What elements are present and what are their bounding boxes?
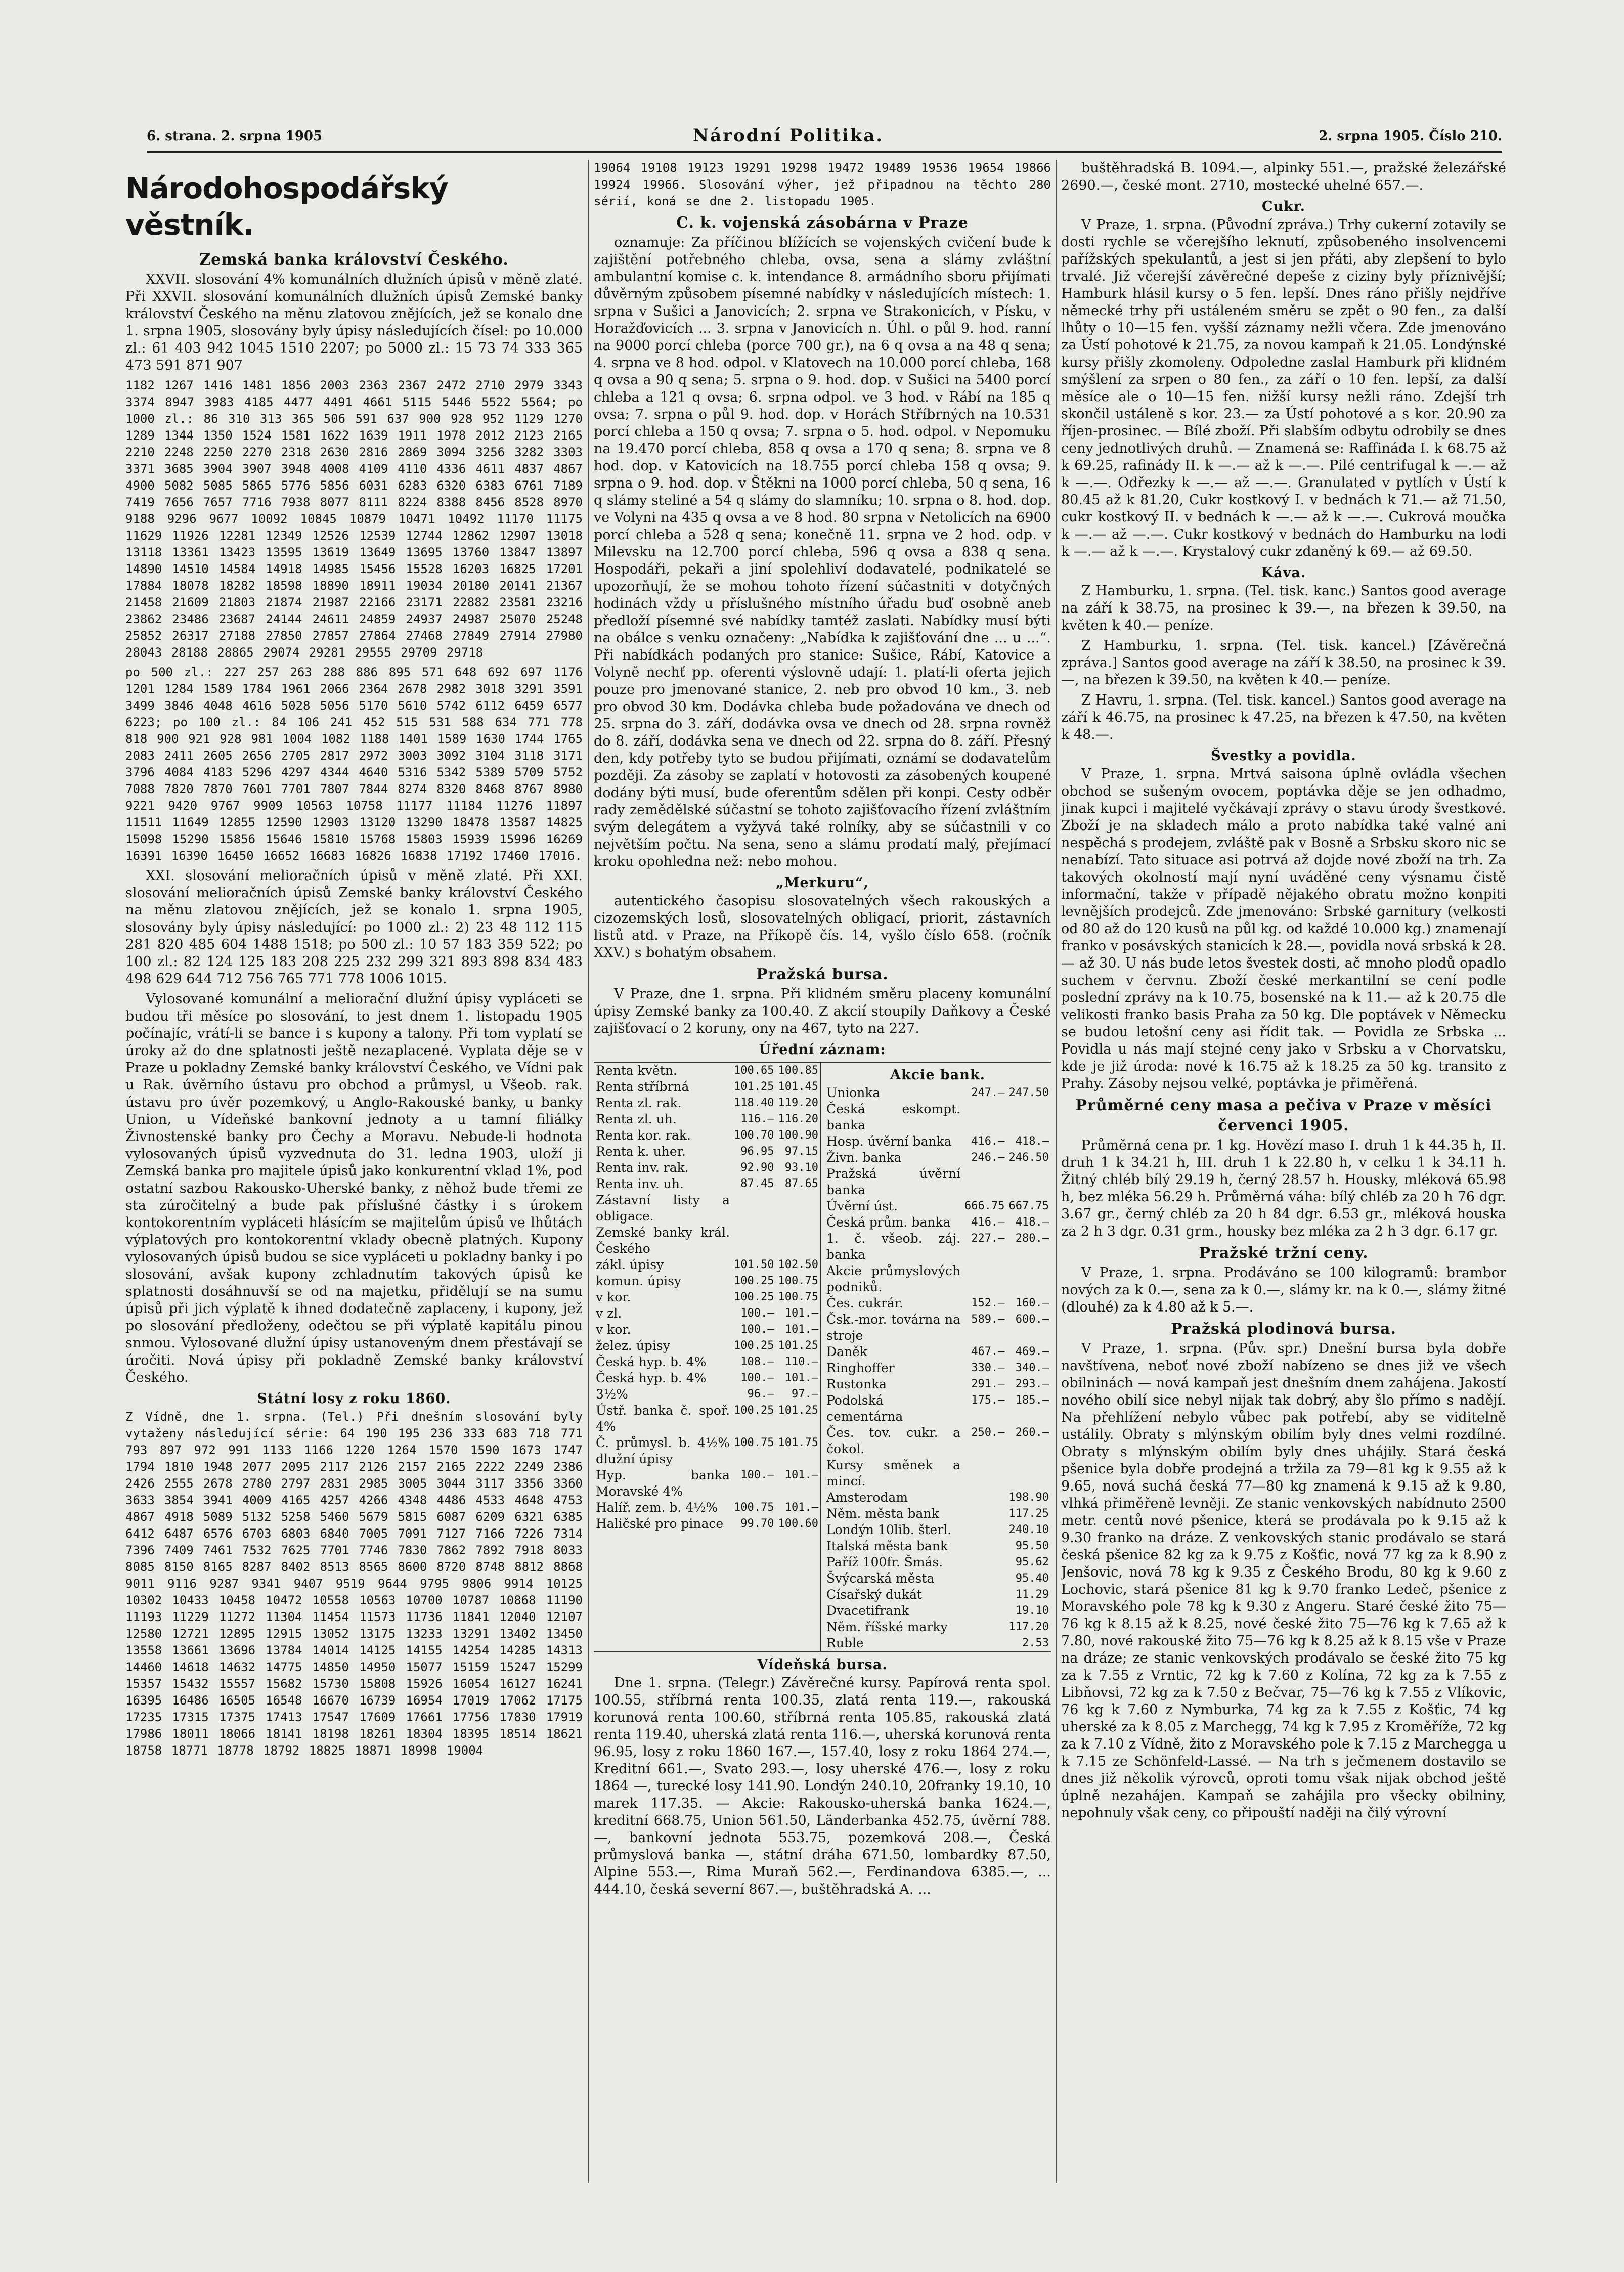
article-paragraph: V Praze, 1. srpna. Mrtvá saisona úplně ovládla všechen obchod se sušeným ovocem, poptávka děje se jen odhadmo, jinak kupci i majitelé vyčkávají zprávy o stavu úrody švestkové. Zboží je na skladech málo a proto nabídka také valné ani nespěchá s prodejem, zvláště pak v Bosně a Srbsku skoro nic se nenabízí. Tato situace asi potrvá až dojde nové zboží na trh. Za takových okolností mají nyní uváděné ceny výsnamu čistě informační, takže v případě nějakého obratu možno konpiti levnějších prodejců. Zde jmenováno: Srbské garnitury (velkosti od 80 až do 120 kusů na půl kg. od každé 10.000 kg.) znamenají franko v posávských stanicích k 28.—, povidla nová srbská k 28.— až 30. U nás bude letos švestek dosti, ač mnoho plodů opadlo suchem v červnu. Zboží české merkantilní se cení podle poslední zprávy na k 10.75, bosenské na k 11.— až k 20.75 dle velikosti franko basis Praha za 50 kg. Dle poptávek v Německu se budou letošní ceny asi řídit tak. — Povidla ze Srbska ... Povidla u nás mají stejné ceny jako v Srbsku a v Chorvatsku, kde je již úroda: nové k 16.75 až k 18.25 za 50 kg. transito z Prahy. Zásoby nejsou velké, poptávka je přiměřená. bbox=[1061, 766, 1506, 1091]
article-paragraph: Vylosované komunální a meliorační dlužní úpisy vypláceti se budou tři měsíce po slosování, to jest dnem 1. listopadu 1905 počínajíc, vrátí-li se bance i s kupony a talony. Při tom vyplatí se úroky až do dne splatnosti ještě nezaplacené. Vyplata děje se v Praze u pokladny Zemské banky království Českého, ve Vídni pak u Rak. úvěrního ústavu pro obchod a průmysl, u Všeob. rak. ústavu pro úvěr pozemkový, u Anglo-Rakouské banky, u banky Union, u Vídeňské bankovní jednoty a u tamní filiálky Živnostenské banky pro Čechy a Moravu. Nebude-li hodnota vylosovaných úpisů vyzvednuta do 31. ledna 1903, uloží ji Zemská banka pro majitele úpisů jako konkurentní vklad 1%, pod ostatní sazbou Rakousko-Uherské banky, z něhož bude třemi ze sta zúročitelný a bude pak příslušné částky i s úrokem kontokorentním vypláceti hlásícím se majitelům úpisů ve lhůtách výplatových pro kontokorentní vklady obecně platných. Kupony vylosovaných úpisů budou se sice vypláceti u pokladny banky i po slosování, avšak kupony zchladnutím takových úpisů ke splatnosti dosáhnuvší se od na majetku, přidělují se na sumu úpisů při jich výplatě k ihned dodatečně zaplaceny, i kupony, jež po slosování předloženy, odečtou se při výplatě kapitálu pinou snmou. Vylosované dlužní úpisy ustanoveným dnem přestávají se úročiti. Nová úpisy při pokladně Zemské banky království Českého. bbox=[125, 991, 583, 1385]
security-name: komun. úpisy bbox=[596, 1274, 682, 1288]
table-row bbox=[824, 1085, 1051, 1101]
table-row bbox=[594, 1289, 820, 1305]
price-cell: 101.— bbox=[784, 1323, 818, 1336]
table-row bbox=[594, 1305, 820, 1322]
security-name: Halíř. zem. b. 4½% bbox=[596, 1500, 718, 1515]
stock-table-right bbox=[824, 1063, 1051, 1651]
price-cell: 100.75 bbox=[778, 1275, 818, 1287]
table-row bbox=[824, 1635, 1051, 1651]
price-cell: 100.— bbox=[740, 1469, 774, 1481]
table-row bbox=[824, 1570, 1051, 1587]
price-cell: 118.40 bbox=[734, 1097, 774, 1109]
security-name: Unionka bbox=[826, 1085, 881, 1100]
price-cell: 589.— bbox=[971, 1313, 1005, 1326]
table-row bbox=[824, 1522, 1051, 1538]
price-cell bbox=[962, 1263, 1006, 1295]
price-cell: 185.— bbox=[1015, 1394, 1049, 1407]
column-2 bbox=[594, 160, 1051, 2203]
price-cell: 260.— bbox=[1015, 1426, 1049, 1439]
price-cell: 101.— bbox=[784, 1307, 818, 1320]
price-cell: 152.— bbox=[971, 1297, 1005, 1309]
security-name: Ústř. banka č. spoř. 4% bbox=[596, 1403, 730, 1434]
security-name: Zástavní listy a obligace. bbox=[596, 1193, 730, 1224]
table-row bbox=[824, 1344, 1051, 1360]
security-name: Renta kor. rak. bbox=[596, 1128, 691, 1143]
price-cell: 101.25 bbox=[778, 1339, 818, 1352]
price-cell: 340.— bbox=[1015, 1362, 1049, 1374]
price-cell bbox=[962, 1635, 1006, 1651]
table-row bbox=[824, 1392, 1051, 1425]
price-cell bbox=[1007, 1263, 1051, 1295]
price-cell: 100.85 bbox=[778, 1064, 818, 1077]
column-1 bbox=[125, 160, 583, 2203]
masthead: Národní Politika. bbox=[693, 125, 884, 146]
price-cell: 175.— bbox=[971, 1394, 1005, 1407]
security-name: Švýcarská města bbox=[826, 1571, 935, 1586]
table-row bbox=[594, 1435, 820, 1467]
security-name: Daněk bbox=[826, 1344, 867, 1359]
price-cell: 100.90 bbox=[778, 1129, 818, 1142]
article-heading: Průměrné ceny masa a pečiva v Praze v měsíci červenci 1905. bbox=[1075, 1097, 1492, 1134]
security-name: Čes. tov. cukr. a čokol. bbox=[826, 1425, 961, 1456]
security-name: Amsterodam bbox=[826, 1490, 908, 1505]
price-cell: 666.75 bbox=[964, 1200, 1005, 1212]
price-cell: 418.— bbox=[1015, 1216, 1049, 1229]
article-paragraph: XXI. slosování melioračních úpisů v měně zlaté. Při XXI. slosování melioračních úpisů Zemské banky království Českého na měnu zlatovou znějících, jež se konalo 1. srpna 1905, slosovány byly úpisy následující: po 1000 zl.: 2) 23 48 112 115 281 820 485 604 1488 1518; po 500 zl.: 10 57 183 359 522; po 100 zl.: 82 124 125 183 208 225 232 299 321 893 898 834 483 498 629 644 712 756 765 771 778 1006 1015. bbox=[125, 868, 583, 987]
price-cell: 116.— bbox=[740, 1113, 774, 1125]
security-name: Paříž 100fr. Šmás. bbox=[826, 1555, 943, 1569]
table-row bbox=[594, 1079, 820, 1095]
price-cell: 667.75 bbox=[1008, 1200, 1049, 1212]
price-cell: 97.— bbox=[792, 1388, 818, 1401]
price-cell bbox=[962, 1619, 1006, 1635]
security-name: Renta zl. rak. bbox=[596, 1096, 682, 1110]
price-cell bbox=[1007, 1101, 1051, 1133]
table-row bbox=[824, 1538, 1051, 1554]
price-cell: 101.50 bbox=[734, 1258, 774, 1271]
price-cell: 100.— bbox=[740, 1372, 774, 1384]
article-heading: Státní losy z roku 1860. bbox=[257, 1391, 451, 1407]
price-cell: 247.50 bbox=[1008, 1086, 1049, 1099]
number-list: po 500 zl.: 227 257 263 288 886 895 571 648 692 697 1176 1201 1284 1589 1784 1961 2066 2364 2678 2982 3018 3291 3591 3499 3846 4048 4616 5028 5056 5170 5610 5742 6112 6459 6577 6223; po 100 zl.: 84 106 241 452 515 531 588 634 771 778 818 900 921 928 981 1004 1082 1188 1401 1589 1630 1744 1765 2083 2411 2605 2656 2705 2817 2972 3003 3092 3104 3118 3171 3796 4084 4183 5296 4297 4344 4640 5316 5342 5389 5709 5752 7088 7820 7870 7601 7701 7807 7844 8274 8320 8468 8767 8980 9221 9420 9767 9909 10563 10758 11177 11184 11276 11897 11511 11649 12855 12590 12903 13120 13290 18478 13587 14825 15098 15290 15856 15646 15810 15768 15803 15939 15996 16269 16391 16390 16450 16652 16683 16826 16838 17192 17460 17016. bbox=[125, 665, 583, 863]
table-row bbox=[594, 1257, 820, 1273]
table-row bbox=[824, 1619, 1051, 1635]
price-cell: 92.90 bbox=[740, 1161, 774, 1174]
article-heading: Pražská bursa. bbox=[756, 966, 889, 983]
price-cell: 95.50 bbox=[1015, 1540, 1049, 1552]
security-name: Dvacetifrank bbox=[826, 1603, 909, 1618]
security-name: Renta k. uher. bbox=[596, 1144, 686, 1159]
table-row bbox=[824, 1490, 1051, 1506]
price-cell: 117.25 bbox=[1008, 1507, 1049, 1520]
security-name: želez. úpisy bbox=[596, 1338, 670, 1353]
price-cell: 100.75 bbox=[734, 1436, 774, 1449]
price-cell: 95.40 bbox=[1015, 1572, 1049, 1585]
table-row bbox=[594, 1516, 820, 1532]
price-cell: 467.— bbox=[971, 1345, 1005, 1358]
table-row bbox=[824, 1312, 1051, 1344]
price-cell: 100.25 bbox=[734, 1404, 774, 1417]
table-row bbox=[594, 1095, 820, 1111]
security-name: Ruble bbox=[826, 1636, 864, 1650]
table-row bbox=[824, 1603, 1051, 1619]
price-cell bbox=[962, 1554, 1006, 1570]
price-cell: 100.25 bbox=[734, 1291, 774, 1303]
security-name: Hosp. úvěrní banka bbox=[826, 1134, 952, 1149]
price-cell: 100.70 bbox=[734, 1129, 774, 1142]
table-row bbox=[824, 1506, 1051, 1522]
security-name: Haličské pro pinace bbox=[596, 1516, 724, 1531]
number-list: 19064 19108 19123 19291 19298 19472 19489 19536 19654 19866 19924 19966. Slosování výher, jež připadnou na těchto 280 sérií, koná se dne 2. listopadu 1905. bbox=[594, 161, 1051, 208]
header-left: 6. strana. 2. srpna 1905 bbox=[147, 128, 323, 144]
security-name: Renta inv. uh. bbox=[596, 1176, 684, 1191]
table-row bbox=[824, 1231, 1051, 1263]
price-cell: 116.20 bbox=[778, 1113, 818, 1125]
price-cell: 87.65 bbox=[784, 1177, 818, 1190]
price-cell: 110.— bbox=[784, 1356, 818, 1368]
price-cell: 100.25 bbox=[734, 1339, 774, 1352]
security-name: Renta inv. rak. bbox=[596, 1160, 689, 1175]
price-cell: 160.— bbox=[1015, 1297, 1049, 1309]
table-row bbox=[824, 1360, 1051, 1376]
price-cell: 117.20 bbox=[1008, 1621, 1049, 1633]
table-row bbox=[594, 1063, 820, 1079]
price-cell bbox=[732, 1225, 776, 1257]
price-cell: 95.62 bbox=[1015, 1556, 1049, 1568]
security-name: Něm. města bank bbox=[826, 1506, 939, 1521]
article-paragraph: buštěhradská B. 1094.—, alpinky 551.—, pražské železářské 2690.—, české mont. 2710, mostecké uhelné 657.—. bbox=[1061, 160, 1506, 193]
security-name: Kursy směnek a mincí. bbox=[826, 1458, 961, 1489]
header-rule bbox=[147, 151, 1502, 153]
table-row bbox=[824, 1166, 1051, 1198]
security-name: Renta květn. bbox=[596, 1063, 677, 1078]
security-name: Londýn 10lib. šterl. bbox=[826, 1522, 952, 1537]
price-cell bbox=[1007, 1457, 1051, 1490]
security-name: Česká prům. banka bbox=[826, 1215, 951, 1230]
price-cell: 291.— bbox=[971, 1378, 1005, 1390]
price-cell: 246.50 bbox=[1008, 1151, 1049, 1164]
security-name: v zl. bbox=[596, 1306, 622, 1321]
security-name: 3½% bbox=[596, 1387, 628, 1402]
table-row bbox=[824, 1554, 1051, 1570]
article-paragraph: V Praze, dne 1. srpna. Při klidném směru placeny komunální úpisy Zemské banky za 100.40. Z akcií stoupily Daňkovy a České zajišťovací o 2 koruny, ony na 467, tyto na 227. bbox=[594, 986, 1051, 1036]
price-cell: 96.— bbox=[747, 1388, 774, 1401]
price-cell: 280.— bbox=[1015, 1232, 1049, 1245]
article-paragraph: Průměrná cena pr. 1 kg. Hovězí maso I. druh 1 k 44.35 h, II. druh 1 k 34.21 h, III. druh 1 k 22.80 h, v celku 1 k 34.11 h. Žitný chléb bílý 29.19 h, černý 28.57 h. Housky, mléková 65.98 h, bez mléka 56.29 h. Průměrná váha: bílý chléb za 20 h 76 dgr. 3.67 gr., černý chléb za 20 h 84 dgr. 6.53 gr., mléková houska za 2 h 3 dgr. 0.31 grm., housky bez mléka za 2 h 3 dgr. 6.17 gr. bbox=[1061, 1138, 1506, 1239]
column-separator bbox=[1056, 160, 1057, 2183]
price-cell: 416.— bbox=[971, 1216, 1005, 1229]
price-cell: 198.90 bbox=[1008, 1491, 1049, 1504]
price-cell: 96.95 bbox=[740, 1145, 774, 1158]
price-cell: 119.20 bbox=[778, 1097, 818, 1109]
table-row bbox=[594, 1273, 820, 1289]
price-cell bbox=[1007, 1166, 1051, 1198]
price-cell: 101.25 bbox=[778, 1404, 818, 1417]
security-name: Hyp. banka Moravské 4% bbox=[596, 1468, 730, 1499]
article-paragraph: Z Hamburku, 1. srpna. (Tel. tisk. kanc.) Santos good average na září k 38.75, na prosinec k 39.—, na březen k 39.50, na květen k 40.— peníze. bbox=[1061, 583, 1506, 633]
price-cell bbox=[962, 1570, 1006, 1587]
price-cell bbox=[962, 1538, 1006, 1554]
price-cell bbox=[962, 1506, 1006, 1522]
security-name: Italská města bank bbox=[826, 1539, 948, 1553]
article-paragraph: V Praze, 1. srpna. (Pův. spr.) Dnešní bursa byla dobře navštívena, neboť nové zboží nabízeno se dnes již ve všech obilninách — nová kampaň jest dnešním dnem zahájena. Jakostí nového obilí sice nebyl nijak tak dobrý, aby šlo přímo s nadějí. Na přehlížení nebylo vůbec pak potřebí, aby se viditelně ustálily. Obraty s mlýnským obilím byly dnes velmi rozdílné. Obraty s mlýnským obilím byly dnes uhájily. Stará česká pšenice byla dobře prodejná a tržila za 79—81 kg k 9.55 až k 9.65, nová suchá česká 77—80 kg znamená k 9.15 až k 9.80, vlhká přiměřeně levněji. Ze stanic venkovských nabídnuto 2500 metr. centů nové pšenice, která se prodávala po k 9.15 až k 9.30 franko na dráze. Z venkovských stanic prodávalo se stará česká pšenice 82 kg za k 9.75 z Košťic, nová 77 kg za k 8.90 z Jenšovic, nová 78 kg k 9.35 z Českého Brodu, 80 kg k 9.60 z Lochovic, stará pšenice 81 kg k 9.70 franko Ledeč, pšenice z Moravského pole 78 kg k 9.30 z Angeru. Staré české žito 75—76 kg k 8.15 až k 8.25, nové české žito 75—76 kg k 7.65 až k 7.80, nové rakouské žito 75—76 kg k 8.25 až k 8.15 vše v Praze na dráze; ze stanic venkovských prodávalo se české žito 75 kg za k 7.55 z Vrntic, 72 kg k 7.60 z Kolína, 72 kg za k 7.55 z Libňovsi, 72 kg za k 7.50 z Bečvar, 75—76 kg k 7.55 z Vlíkovic, 76 kg k 7.60 z Nymburka, 74 kg za k 7.55 z Košťic, 74 kg uherské za k 8.05 z Marchegg, 74 kg k 7.95 z Kroměříže, 72 kg za k 7.10 z Vídně, žito z Moravského pole k 7.15 z Marchegga u k 7.15 ze Schönfeld-Lassé. — Na trh s ječmenem dostavilo se dnes již několik výrovců, oproti tomu však nijak obchod ještě úplně nezahájen. Kampaň se zahájila pro všecky obilniny, nepohnuly však ceny, co připouští naději na čilý výrovní bbox=[1061, 1341, 1506, 1821]
security-name: Renta zl. uh. bbox=[596, 1112, 677, 1126]
table-row bbox=[594, 1144, 820, 1160]
price-cell: 416.— bbox=[971, 1135, 1005, 1148]
article-paragraph: Z Havru, 1. srpna. (Tel. tisk. kancel.) Santos good average na září k 46.75, na prosinec k 47.25, na březen k 47.50, na květen k 48.—. bbox=[1061, 692, 1506, 742]
price-cell: 93.10 bbox=[784, 1161, 818, 1174]
table-row bbox=[824, 1457, 1051, 1490]
article-heading: C. k. vojenská zásobárna v Praze bbox=[676, 214, 969, 232]
price-cell: 101.— bbox=[784, 1372, 818, 1384]
table-row bbox=[824, 1214, 1051, 1231]
price-cell: 100.75 bbox=[778, 1291, 818, 1303]
table-row bbox=[594, 1370, 820, 1386]
price-cell: 101.45 bbox=[778, 1080, 818, 1093]
price-cell: 240.10 bbox=[1008, 1523, 1049, 1536]
article-heading: „Merkuru“, bbox=[776, 875, 869, 891]
price-cell: 247.— bbox=[971, 1086, 1005, 1099]
price-cell: 469.— bbox=[1015, 1345, 1049, 1358]
table-title: Úřední záznam: bbox=[759, 1042, 886, 1058]
article-paragraph: XXVII. slosování 4% komunálních dlužních úpisů v měně zlaté. Při XXVII. slosování komunálních dlužních úpisů Zemské banky království Českého na měnu zlatovou znějících, jež se konalo dne 1. srpna 1905, slosovány byly úpisy následujících čísel: po 10.000 zl.: 61 403 942 1045 1510 2207; po 5000 zl.: 15 73 74 333 365 473 591 871 907 bbox=[125, 272, 583, 373]
table-row bbox=[824, 1587, 1051, 1603]
table-row bbox=[594, 1500, 820, 1516]
price-cell bbox=[962, 1490, 1006, 1506]
security-name: v kor. bbox=[596, 1322, 631, 1337]
price-cell: 100.— bbox=[740, 1307, 774, 1320]
price-cell bbox=[962, 1522, 1006, 1538]
header-right: 2. srpna 1905. Číslo 210. bbox=[1319, 128, 1502, 144]
security-name: Císařský dukát bbox=[826, 1587, 923, 1602]
price-cell: 293.— bbox=[1015, 1378, 1049, 1390]
security-name: zákl. úpisy bbox=[596, 1257, 664, 1272]
table-row bbox=[824, 1150, 1051, 1166]
price-cell: 99.70 bbox=[740, 1517, 774, 1530]
security-name: Rustonka bbox=[826, 1377, 887, 1391]
price-cell: 100.75 bbox=[734, 1501, 774, 1514]
table-row bbox=[824, 1263, 1051, 1295]
price-cell bbox=[962, 1603, 1006, 1619]
price-cell bbox=[776, 1192, 820, 1225]
article-heading: Zemská banka království Českého. bbox=[199, 251, 509, 269]
article-paragraph: autentického časopisu slosovatelných všech rakouských a cizozemských losů, slosovatelných obligací, priorit, zástavních listů atd. v Praze, na Příkopě čís. 14, vyšlo číslo 658. (ročník XXV.) s bohatým obsahem. bbox=[594, 893, 1051, 960]
security-name: Česká eskompt. banka bbox=[826, 1102, 961, 1132]
article-paragraph: Z Hamburku, 1. srpna. (Tel. tisk. kancel.) [Závěrečná zpráva.] Santos good average na září k 38.50, na prosinec k 39.—, na březen k 39.50, na květen k 40.— peníze. bbox=[1061, 638, 1506, 688]
article-paragraph: Dne 1. srpna. (Telegr.) Závěrečné kursy. Papírová renta spol. 100.55, stříbrná renta 100.35, zlatá renta 119.—, rakouská korunová renta 100.60, stříbrná renta 105.85, rakouská zlatá renta 119.40, uherská zlatá renta 116.—, uherská korunová renta 96.95, losy z roku 1860 167.—, 157.40, losy z roku 1864 274.—, Kreditní 661.—, Svato 293.—, losy uherské 476.—, losy z roku 1864 —, turecké losy 141.90. Londýn 240.10, 20franky 19.10, 10 marek 117.35. — Akcie: Rakousko-uherská banka 1624.—, kreditní 668.75, Union 561.50, Länderbanka 452.75, úvěrní 788.—, bankovní jednota 553.75, pozemková 208.—, Česká průmyslová banka —, státní dráha 671.50, lombardky 87.50, Alpine 553.—, Rima Muraň 562.—, Ferdinandova 6385.—, ... 444.10, česká severní 867.—, buštěhradská A. ... bbox=[594, 1675, 1051, 1897]
price-cell: 600.— bbox=[1015, 1313, 1049, 1326]
security-name: Ringhoffer bbox=[826, 1361, 895, 1375]
security-name: 1. č. všeob. záj. banka bbox=[826, 1231, 961, 1262]
security-name: Čsk.-mor. továrna na stroje bbox=[826, 1312, 961, 1343]
security-name: Česká hyp. b. 4% bbox=[596, 1355, 707, 1369]
table-row bbox=[594, 1192, 820, 1225]
table-row bbox=[594, 1225, 820, 1257]
price-cell: 100.60 bbox=[778, 1517, 818, 1530]
article-heading: Švestky a povidla. bbox=[1211, 748, 1356, 764]
security-name: Akcie průmyslových podniků. bbox=[826, 1263, 961, 1294]
price-cell: 102.50 bbox=[778, 1258, 818, 1271]
price-cell bbox=[776, 1225, 820, 1257]
security-name: Zemské banky král. Českého bbox=[596, 1225, 730, 1256]
table-row bbox=[824, 1295, 1051, 1312]
table-row bbox=[824, 1425, 1051, 1457]
price-cell: 2.53 bbox=[1022, 1637, 1049, 1649]
price-cell bbox=[962, 1587, 1006, 1603]
price-cell: 97.15 bbox=[784, 1145, 818, 1158]
table-row bbox=[594, 1160, 820, 1176]
security-name: v kor. bbox=[596, 1290, 631, 1304]
table-row bbox=[594, 1386, 820, 1403]
table-row bbox=[594, 1354, 820, 1370]
price-cell: 87.45 bbox=[740, 1177, 774, 1190]
article-paragraph: V Praze, 1. srpna. Prodáváno se 100 kilogramů: brambor nových za k 0.—, sena za k 0.—, slámy kr. na k 0.—, slámy žitné (dlouhé) za k 4.80 až k 5.—. bbox=[1061, 1265, 1506, 1315]
number-list: Z Vídně, dne 1. srpna. (Tel.) Při dnešním slosování byly vytaženy následující série: 64 190 195 236 333 683 718 771 793 897 972 991 1133 1166 1220 1264 1570 1590 1673 1747 1794 1810 1948 2077 2095 2117 2126 2157 2165 2222 2249 2386 2426 2555 2678 2780 2797 2831 2985 3005 3044 3117 3356 3360 3633 3854 3941 4009 4165 4257 4266 4348 4486 4533 4648 4753 4867 4918 5089 5132 5258 5460 5679 5815 6087 6209 6321 6385 6412 6487 6576 6703 6803 6840 7005 7091 7127 7166 7226 7314 7396 7409 7461 7532 7625 7701 7746 7830 7862 7892 7918 8033 8085 8150 8165 8287 8402 8513 8565 8600 8720 8748 8812 8868 9011 9116 9287 9341 9407 9519 9644 9795 9806 9914 10125 10302 10433 10458 10472 10558 10563 10700 10787 10868 11190 11193 11229 11272 11304 11454 11573 11736 11841 12040 12107 12580 12721 12895 12915 13052 13175 13233 13291 13402 13450 13558 13661 13696 13784 14014 14125 14155 14254 14285 14313 14460 14618 14632 14775 14850 14950 15077 15159 15247 15299 15357 15432 15557 15682 15730 15808 15926 16054 16127 16241 16395 16486 16505 16548 16670 16739 16954 17019 17062 17175 17235 17315 17375 17413 17547 17609 17661 17756 17830 17919 17986 18011 18066 18141 18198 18261 18304 18395 18514 18621 18758 18771 18778 18792 18825 18871 18998 19004 bbox=[125, 1410, 583, 1758]
price-cell: 101.— bbox=[784, 1469, 818, 1481]
article-heading: Pražská plodinová bursa. bbox=[1171, 1320, 1396, 1338]
price-cell: 11.29 bbox=[1015, 1588, 1049, 1601]
table-subtitle: Akcie bank. bbox=[890, 1067, 986, 1083]
price-cell: 101.25 bbox=[734, 1080, 774, 1093]
security-name: Pražská úvěrní banka bbox=[826, 1166, 961, 1197]
table-row bbox=[594, 1338, 820, 1354]
table-row bbox=[594, 1111, 820, 1127]
price-cell bbox=[732, 1192, 776, 1225]
table-row bbox=[824, 1376, 1051, 1392]
article-paragraph: V Praze, 1. srpna. (Původní zpráva.) Trhy cukerní zotavily se dosti rychle se včerejšího leknutí, způsobeného insolvencemi pařížských spekulantů, a jest si jen přáti, aby zlepšení to bylo trvalé. Již včerejší závěrečné depeše z ciziny byly příznivější; Hamburk hlásil kursy o 5 fen. lepší. Dnes ráno přišly nejdříve německé trhy při ustáleném směru se zpět o 90 fen., za další lhůty o 10—15 fen. vyšší záznamy nežli včera. Zde jmenováno za Ústí pohotové k 21.75, za novou kampaň k 21.05. Londýnské kursy přišly zkomoleny. Odpoledne zaslal Hamburk při klidném smýšlení za srpen o 80 fen., za září o 10 fen. lepší, za další měsíce ale o 10—15 fen. nižší kursy nežli ráno. Zdejší trh skončil ustáleně s kor. 23.— za Ústí pohotové a s kor. 20.90 za říjen-prosinec. — Bílé zboží. Při slabším odbytu odrobily se dnes ceny jednotlivých druhů. — Znamená se: Raffináda I. k 68.75 až k 69.25, rafinády II. k —.— až k —.—. Pilé centrifugal k —.— až k —.—. Odřezky k —.— až —.—. Granulated v pytlích v Ústí k 80.45 až k 81.20, Cukr kostkový I. v bednách k 71.— až 71.50, cukr kostkový II. v bednách k —.— až k —.—. Cukrová moučka k —.— až —.—. Cukr kostkový v bednách do Hamburku na lodi k —.— až k —.—. Krystalový cukr zdaněný k 69.— až 69.50. bbox=[1061, 217, 1506, 559]
table-row bbox=[594, 1127, 820, 1144]
table-row bbox=[824, 1133, 1051, 1150]
column-separator bbox=[588, 160, 589, 2183]
column-3 bbox=[1061, 160, 1506, 2203]
table-row bbox=[594, 1322, 820, 1338]
security-name: Renta stříbrná bbox=[596, 1079, 689, 1094]
article-heading: Pražské tržní ceny. bbox=[1199, 1244, 1369, 1262]
table-row bbox=[824, 1101, 1051, 1133]
price-cell bbox=[962, 1166, 1006, 1198]
article-heading: Vídeňská bursa. bbox=[757, 1657, 888, 1673]
table-row bbox=[594, 1176, 820, 1192]
security-name: Živn. banka bbox=[826, 1150, 902, 1165]
number-list: 1182 1267 1416 1481 1856 2003 2363 2367 2472 2710 2979 3343 3374 8947 3983 4185 4477 4491 4661 5115 5446 5522 5564; po 1000 zl.: 86 310 313 365 506 591 637 900 928 952 1129 1270 1289 1344 1350 1524 1581 1622 1639 1911 1978 2012 2123 2165 2210 2248 2250 2270 2318 2630 2816 2869 3094 3256 3282 3303 3371 3685 3904 3907 3948 4008 4109 4110 4336 4611 4837 4867 4900 5082 5085 5865 5776 5856 6031 6283 6320 6383 6761 7189 7419 7656 7657 7716 7938 8077 8111 8224 8388 8456 8528 8970 9188 9296 9677 10092 10845 10879 10471 10492 11170 11175 11629 11926 12281 12349 12526 12539 12744 12862 12907 13018 13118 13361 13423 13595 13619 13649 13695 13760 13847 13897 14890 14510 14584 14918 14985 15456 15528 16203 16825 17201 17884 18078 18282 18598 18890 18911 19034 20180 20141 21367 21458 21609 21803 21874 21987 22166 23171 22882 23581 23216 23862 23486 23687 24144 24611 24859 24937 24987 25070 25248 25852 26317 27188 27850 27857 27864 27468 27849 27914 27980 28043 28188 28865 29074 29281 29555 29709 29718 bbox=[125, 378, 583, 660]
page-header bbox=[147, 125, 1502, 148]
security-name: Podolská cementárna bbox=[826, 1393, 903, 1424]
table-row bbox=[594, 1467, 820, 1500]
price-cell: 250.— bbox=[971, 1426, 1005, 1439]
table-row bbox=[594, 1403, 820, 1435]
price-cell bbox=[962, 1457, 1006, 1490]
security-name: Něm. říšské marky bbox=[826, 1620, 948, 1634]
table-row bbox=[824, 1198, 1051, 1214]
price-cell: 108.— bbox=[740, 1356, 774, 1368]
security-name: Čes. cukrár. bbox=[826, 1296, 903, 1310]
security-name: Úvěrní úst. bbox=[826, 1199, 898, 1213]
price-cell: 330.— bbox=[971, 1362, 1005, 1374]
price-cell: 418.— bbox=[1015, 1135, 1049, 1148]
price-cell: 227.— bbox=[971, 1232, 1005, 1245]
price-cell: 246.— bbox=[971, 1151, 1005, 1164]
stock-table bbox=[594, 1062, 1051, 1652]
section-title: Národohospodářský věstník. bbox=[125, 171, 448, 242]
price-cell: 19.10 bbox=[1015, 1604, 1049, 1617]
price-cell: 101.75 bbox=[778, 1436, 818, 1449]
article-paragraph: oznamuje: Za příčinou blížících se vojenských cvičení bude k zajištění potřebného chleba, ovsa, sena a slámy zvláštní ambulantní komise c. k. intendance 8. armádního sboru přijímati důvěrným způsobem písemné nabídky v následujících místech: 1. srpna v Sušici a Janovicích; 2. srpna ve Strakonicích, v Písku, v Horažďovicích ... 3. srpna v Janovicích n. Úhl. o půl 9. hod. ranní na 9000 porcí chleba (porce 700 gr.), na 6 q ovsa a na 48 q sena; 4. srpna ve 8 hod. odpol. v Klatovech na 10.000 porcí chleba, 168 q ovsa a 90 q sena; 5. srpna o 9. hod. dop. v Sušici na 5400 porcí chleba a 121 q ovsa; 6. srpna odpol. ve 3 hod. v Rábí na 185 q ovsa; 7. srpna o půl 9. hod. dop. v Horách Stříbrných na 10.531 porcí chleba a 150 q ovsa; 7. srpna o 5. hod. odpol. v Nepomuku na 19.470 porcí chleba, 858 q ovsa a 170 q sena; 8. srpna ve 8 hod. dop. v Katovicích na 18.755 porcí chleba 158 q ovsa; 9. srpna o 9. hod. dop. v Štěkni na 1000 porcí chleba, 50 q sena, 16 q slámy steliné a 54 q slámy do slamníku; 10. srpna o 8. hod. dop. ve Volyni na 435 q ovsa a ve 8 hod. 80 srpna v Netolicích na 6900 porcí chleba a 528 q sena; konečně 11. srpna ve 2 hod. odp. v Milevsku na 12.700 porcí chleba, 596 q ovsa a 838 q sena. Hospodáři, pekaři a jiní spolehliví dodavatelé, podnikatelé se upozorňují, že se mohou tohoto řízení súčastniti v dotyčných hodinách vždy u příslušného místního úřadu buď osobně aneb předloží písemné své nabídky tamtéž zaslati. Nabídky musí býti na obálce s venku označeny: „Nabídka k zajišťování dne ... u ...“. Při nabídkách podaných pro stanice: Sušice, Rábí, Katovice a Volyně nechť pp. oferenti výslovně udají: 1. platí-li oferta jejich pouze pro jmenované stanice, 2. neb pro obvod 10 km., 3. neb pro obvod 30 km. Dodávka chleba bude požadována ve dnech od 25. srpna do 3. září, dodávka ovsa ve dnech od 28. srpna rovněž do 8. září, dodávka sena ve dnech od 22. srpna do 8. září. Přesný den, kdy potřeby tyto se budou přijímati, oznámí se dodavatelům později. Za zásoby se zaplatí v hotovosti za zásobených koupené dodány býti musí, bude oferentům sdělen při konpi. Cesty odběr rady zemědělské súčastní se tohoto zajišťovacího řízení zvláštním svým delegátem a vyžyvá také rolníky, aby se súčastnili v co největším počtu. Na sena, seno a slámu prodatí malý, přejímací kroku opohledna než: nebo mohou. bbox=[594, 235, 1051, 869]
article-heading: Káva. bbox=[1261, 565, 1306, 581]
price-cell: 100.25 bbox=[734, 1275, 774, 1287]
price-cell: 100.65 bbox=[734, 1064, 774, 1077]
price-cell: 101.— bbox=[784, 1501, 818, 1514]
security-name: Č. průmysl. b. 4½% dlužní úpisy bbox=[596, 1435, 730, 1466]
price-cell bbox=[962, 1101, 1006, 1133]
article-heading: Cukr. bbox=[1262, 199, 1305, 214]
security-name: Česká hyp. b. 4% bbox=[596, 1371, 707, 1385]
stock-table-left bbox=[594, 1063, 821, 1651]
price-cell: 100.— bbox=[740, 1323, 774, 1336]
